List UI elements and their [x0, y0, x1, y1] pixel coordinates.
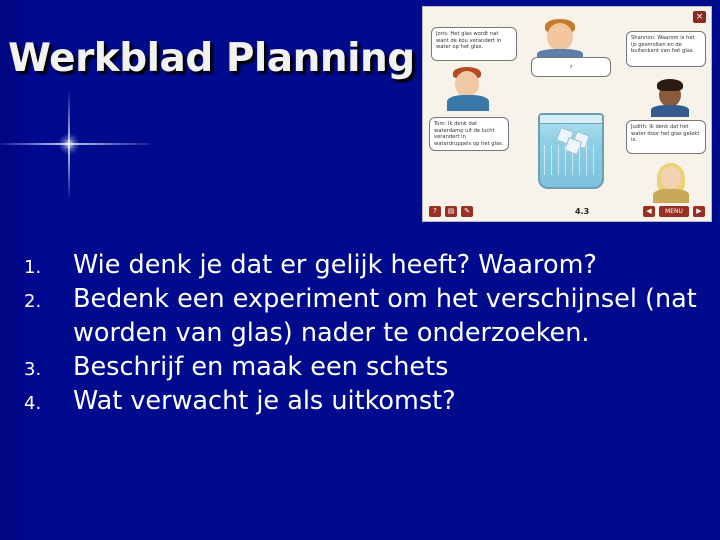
list-item-text: Bedenk een experiment om het verschijnsel (nat worden van glas) nader te onderzoeken. — [73, 284, 697, 348]
list-item-number: 3. — [24, 359, 42, 380]
speech-bubble-joris: Joris: Het glas wordt nat want de kou verandert in water op het glas. — [431, 27, 517, 61]
list-item-text: Wat verwacht je als uitkomst? — [73, 386, 456, 416]
list-item — [24, 282, 704, 350]
list-item — [24, 350, 704, 384]
list-item-text: Beschrijf en maak een schets — [73, 352, 449, 382]
page-number: 4.3 — [575, 207, 590, 216]
question-list — [24, 248, 704, 418]
close-icon[interactable]: × — [693, 11, 706, 23]
list-item-number: 2. — [24, 291, 42, 312]
speech-bubble-tom: Tom: Ik denk dat waterdamp uit de lucht verandert in waterdruppels op het glas. — [429, 117, 509, 151]
print-icon[interactable]: ▤ — [445, 206, 457, 217]
speech-bubble-judith: Judith: Ik denk dat het water door het glas gelekt is. — [626, 120, 706, 154]
condensation-drops — [544, 145, 598, 175]
embedded-screenshot — [422, 6, 712, 222]
help-icon[interactable]: ? — [429, 206, 441, 217]
slide-title: Werkblad Planning — [8, 36, 415, 81]
speech-bubble-shannon: Shannon: Waarom is het ijs gesmolten en de buitenkant van het glas. — [626, 31, 706, 67]
list-item — [24, 248, 704, 282]
sparkle-glow — [58, 133, 80, 155]
list-item-number: 4. — [24, 393, 42, 414]
speech-bubble-center: ? — [531, 57, 611, 77]
back-arrow-icon[interactable]: ◀ — [643, 206, 655, 217]
list-item-number: 1. — [24, 257, 42, 278]
list-item — [24, 384, 704, 418]
screenshot-toolbar — [423, 205, 711, 221]
notes-icon[interactable]: ✎ — [461, 206, 473, 217]
menu-button[interactable]: MENU — [659, 206, 689, 217]
glass-of-ice-water — [538, 113, 604, 189]
list-item-text: Wie denk je dat er gelijk heeft? Waarom? — [73, 250, 597, 280]
forward-arrow-icon[interactable]: ▶ — [693, 206, 705, 217]
